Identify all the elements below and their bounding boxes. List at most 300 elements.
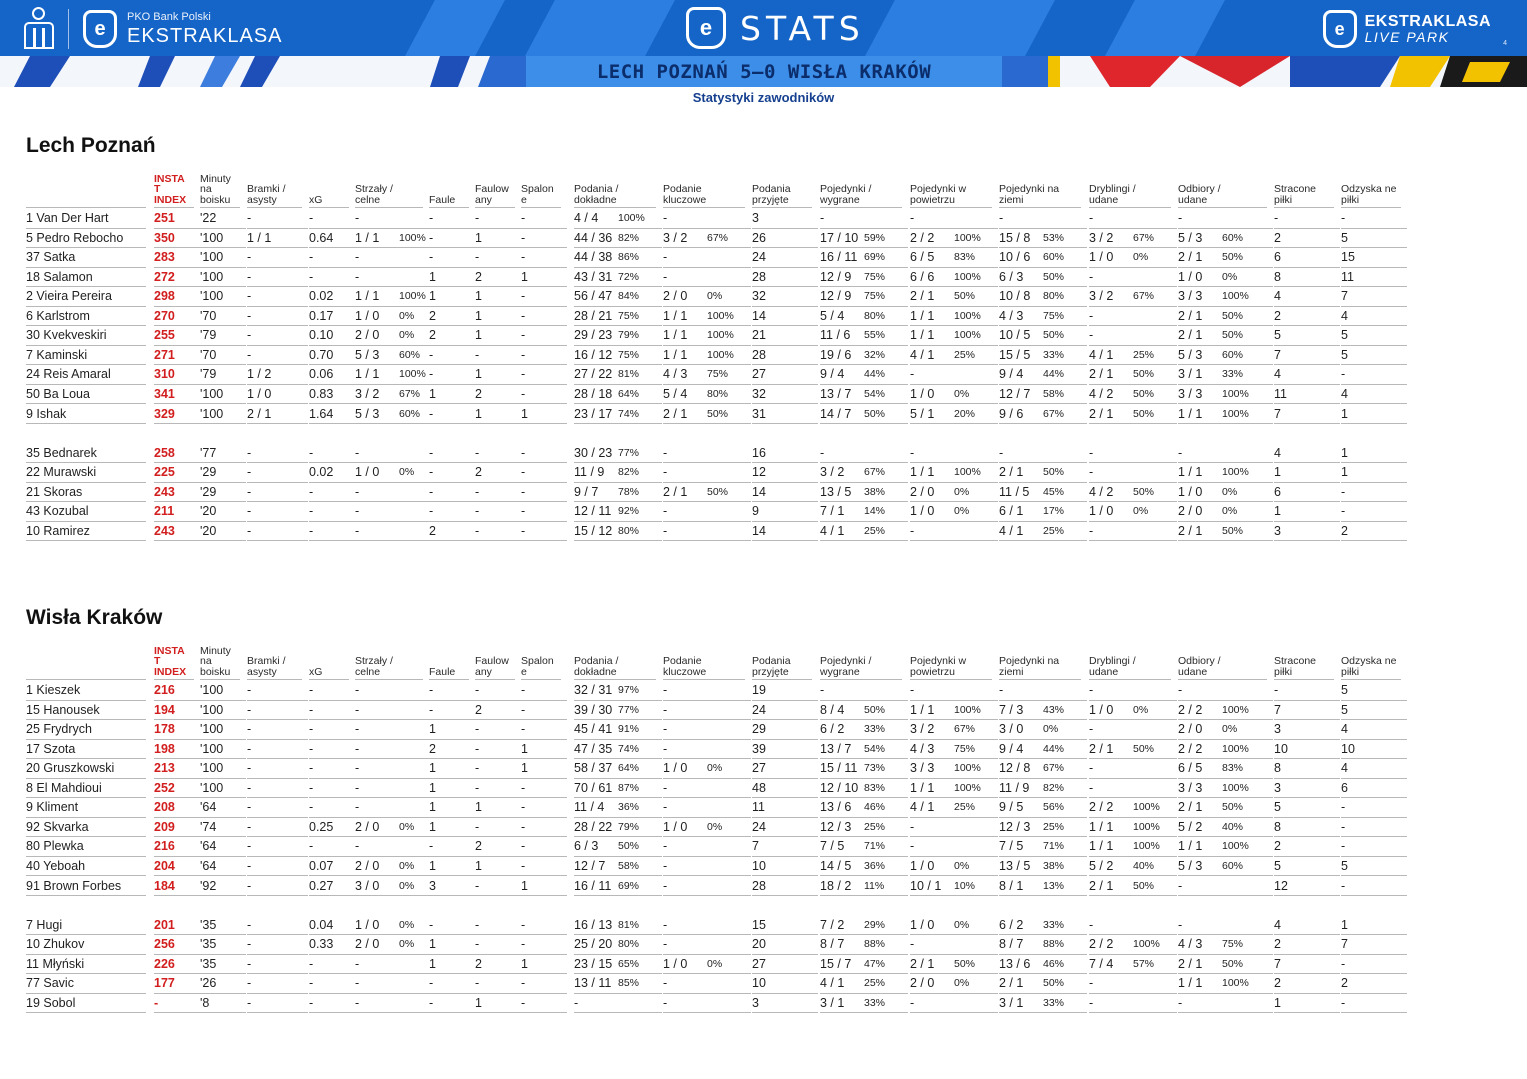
- cell-minutes: '100: [200, 229, 246, 249]
- cell-shots: -: [355, 779, 429, 799]
- cell-goals-assists: -: [247, 779, 308, 799]
- cell-recovered-balls: 2: [1341, 974, 1407, 994]
- cell-key-passes: -: [663, 994, 751, 1014]
- cell-insta-index: 310: [154, 365, 200, 385]
- cell-tackles: 2 / 1 50%: [1178, 522, 1273, 542]
- cell-passes: 27 / 22 81%: [574, 365, 662, 385]
- cell-tackles: -: [1178, 444, 1273, 464]
- cell-xg: 0.02: [309, 287, 355, 307]
- cell-passes-received: 32: [752, 385, 818, 405]
- cell-key-passes: 1 / 0 0%: [663, 759, 751, 779]
- cell-duels: 4 / 1 25%: [820, 974, 908, 994]
- cell-passes-received: 29: [752, 720, 818, 740]
- cell-player-name: 25 Frydrych: [26, 720, 146, 740]
- cell-ground-duels: 11 / 9 82%: [999, 779, 1087, 799]
- cell-tackles: 2 / 1 50%: [1178, 955, 1273, 975]
- cell-passes: 29 / 23 79%: [574, 326, 662, 346]
- cell-goals-assists: -: [247, 935, 308, 955]
- cell-tackles: 1 / 0 0%: [1178, 268, 1273, 288]
- cell-minutes: '35: [200, 955, 246, 975]
- cell-aerial-duels: 10 / 1 10%: [910, 877, 998, 897]
- cell-xg: 0.17: [309, 307, 355, 327]
- cell-lost-balls: 7: [1274, 701, 1340, 721]
- deco-shape: [1180, 56, 1290, 87]
- cell-insta-index: 201: [154, 916, 200, 936]
- cell-fouls: 1: [429, 818, 475, 838]
- cell-insta-index: 216: [154, 837, 200, 857]
- cell-xg: -: [309, 209, 355, 229]
- cell-lost-balls: 5: [1274, 326, 1340, 346]
- cell-offsides: -: [521, 701, 567, 721]
- cell-insta-index: 243: [154, 483, 200, 503]
- cell-tackles: 4 / 3 75%: [1178, 935, 1273, 955]
- live-park-badge-icon: e: [1323, 10, 1357, 48]
- cell-duels: 9 / 4 44%: [820, 365, 908, 385]
- cell-passes-received: 28: [752, 346, 818, 366]
- cell-tackles: 2 / 0 0%: [1178, 502, 1273, 522]
- cell-fouled: -: [475, 444, 521, 464]
- cell-passes: 23 / 15 65%: [574, 955, 662, 975]
- cell-offsides: 1: [521, 955, 567, 975]
- cell-passes: 23 / 17 74%: [574, 405, 662, 425]
- cell-fouled: -: [475, 522, 521, 542]
- cell-tackles: 2 / 2 100%: [1178, 701, 1273, 721]
- cell-duels: -: [820, 209, 908, 229]
- cell-offsides: -: [521, 365, 567, 385]
- cell-insta-index: 177: [154, 974, 200, 994]
- cell-duels: 15 / 11 73%: [820, 759, 908, 779]
- cell-aerial-duels: 1 / 1 100%: [910, 307, 998, 327]
- cell-xg: -: [309, 522, 355, 542]
- cell-xg: 0.07: [309, 857, 355, 877]
- cell-recovered-balls: 7: [1341, 287, 1407, 307]
- cell-fouled: -: [475, 779, 521, 799]
- cell-dribbles: -: [1089, 994, 1177, 1014]
- cell-fouled: 2: [475, 268, 521, 288]
- cell-insta-index: 252: [154, 779, 200, 799]
- cell-fouled: -: [475, 346, 521, 366]
- cell-player-name: 17 Szota: [26, 740, 146, 760]
- column-header-recovered-balls: Odzyska ne piłki: [1341, 656, 1401, 680]
- column-header-fouls: Faule: [429, 195, 469, 209]
- cell-minutes: '35: [200, 916, 246, 936]
- cell-xg: -: [309, 779, 355, 799]
- cell-passes: 56 / 47 84%: [574, 287, 662, 307]
- cell-lost-balls: 8: [1274, 268, 1340, 288]
- column-header-offsides: Spalon e: [521, 656, 561, 680]
- cell-passes: 28 / 21 75%: [574, 307, 662, 327]
- cell-lost-balls: 3: [1274, 779, 1340, 799]
- cell-offsides: -: [521, 248, 567, 268]
- cell-lost-balls: 2: [1274, 837, 1340, 857]
- cell-player-name: 43 Kozubal: [26, 502, 146, 522]
- cell-passes: 39 / 30 77%: [574, 701, 662, 721]
- cell-ground-duels: -: [999, 681, 1087, 701]
- cell-goals-assists: 1 / 1: [247, 229, 308, 249]
- cell-aerial-duels: 6 / 6 100%: [910, 268, 998, 288]
- cell-passes: -: [574, 994, 662, 1014]
- cell-fouled: -: [475, 483, 521, 503]
- cell-dribbles: -: [1089, 522, 1177, 542]
- cell-tackles: 2 / 1 50%: [1178, 307, 1273, 327]
- deco-shape: [1090, 56, 1180, 87]
- cell-ground-duels: 3 / 0 0%: [999, 720, 1087, 740]
- cell-fouled: 1: [475, 307, 521, 327]
- cell-passes: 43 / 31 72%: [574, 268, 662, 288]
- cell-offsides: 1: [521, 268, 567, 288]
- cell-minutes: '100: [200, 248, 246, 268]
- cell-passes: 11 / 9 82%: [574, 463, 662, 483]
- cell-player-name: 9 Kliment: [26, 798, 146, 818]
- cell-fouled: 2: [475, 463, 521, 483]
- cell-duels: 7 / 2 29%: [820, 916, 908, 936]
- cell-insta-index: -: [154, 994, 200, 1014]
- cell-dribbles: -: [1089, 268, 1177, 288]
- cell-xg: -: [309, 994, 355, 1014]
- cell-shots: 1 / 0 0%: [355, 916, 429, 936]
- cell-goals-assists: -: [247, 463, 308, 483]
- cell-insta-index: 194: [154, 701, 200, 721]
- cell-minutes: '100: [200, 701, 246, 721]
- cell-offsides: 1: [521, 740, 567, 760]
- deco-shape: [138, 56, 175, 87]
- cell-insta-index: 329: [154, 405, 200, 425]
- cell-xg: 0.27: [309, 877, 355, 897]
- cell-shots: -: [355, 955, 429, 975]
- column-header-passes-received: Podania przyjęte: [752, 656, 812, 680]
- cell-passes: 44 / 36 82%: [574, 229, 662, 249]
- cell-xg: -: [309, 740, 355, 760]
- cell-recovered-balls: 6: [1341, 779, 1407, 799]
- cell-passes-received: 3: [752, 994, 818, 1014]
- cell-ground-duels: 9 / 6 67%: [999, 405, 1087, 425]
- cell-fouled: -: [475, 681, 521, 701]
- cell-duels: 12 / 3 25%: [820, 818, 908, 838]
- cell-shots: -: [355, 268, 429, 288]
- cell-minutes: '64: [200, 837, 246, 857]
- cell-offsides: -: [521, 837, 567, 857]
- cell-recovered-balls: 1: [1341, 916, 1407, 936]
- cell-passes: 11 / 4 36%: [574, 798, 662, 818]
- cell-recovered-balls: 4: [1341, 759, 1407, 779]
- cell-goals-assists: -: [247, 268, 308, 288]
- cell-duels: 3 / 2 67%: [820, 463, 908, 483]
- cell-insta-index: 226: [154, 955, 200, 975]
- column-header-dribbles: Dryblingi / udane: [1089, 656, 1171, 680]
- deco-shape: [430, 56, 470, 87]
- cell-goals-assists: -: [247, 522, 308, 542]
- cell-passes-received: 39: [752, 740, 818, 760]
- cell-fouls: 1: [429, 720, 475, 740]
- cell-aerial-duels: -: [910, 935, 998, 955]
- cell-xg: 0.02: [309, 463, 355, 483]
- cell-insta-index: 255: [154, 326, 200, 346]
- cell-recovered-balls: 15: [1341, 248, 1407, 268]
- cell-fouls: 1: [429, 779, 475, 799]
- cell-aerial-duels: -: [910, 522, 998, 542]
- cell-goals-assists: 1 / 0: [247, 385, 308, 405]
- cell-shots: 3 / 2 67%: [355, 385, 429, 405]
- cell-key-passes: -: [663, 701, 751, 721]
- cell-insta-index: 341: [154, 385, 200, 405]
- cell-aerial-duels: 1 / 1 100%: [910, 779, 998, 799]
- column-header-key-passes: Podanie kluczowe: [663, 656, 745, 680]
- cell-passes-received: 19: [752, 681, 818, 701]
- cell-dribbles: 3 / 2 67%: [1089, 229, 1177, 249]
- column-header-shots: Strzały / celne: [355, 184, 423, 208]
- cell-passes-received: 48: [752, 779, 818, 799]
- cell-xg: -: [309, 955, 355, 975]
- cell-lost-balls: 3: [1274, 720, 1340, 740]
- cell-passes: 16 / 12 75%: [574, 346, 662, 366]
- cell-goals-assists: -: [247, 974, 308, 994]
- cell-passes-received: 28: [752, 877, 818, 897]
- column-header-offsides: Spalon e: [521, 184, 561, 208]
- column-header-insta-index: INSTA T INDEX: [154, 174, 194, 209]
- cell-aerial-duels: 6 / 5 83%: [910, 248, 998, 268]
- cell-tackles: 2 / 1 50%: [1178, 798, 1273, 818]
- cell-recovered-balls: -: [1341, 365, 1407, 385]
- cell-shots: 1 / 1 100%: [355, 229, 429, 249]
- cell-fouls: 2: [429, 307, 475, 327]
- cell-key-passes: -: [663, 740, 751, 760]
- cell-dribbles: -: [1089, 307, 1177, 327]
- cell-xg: 0.83: [309, 385, 355, 405]
- cell-fouls: -: [429, 229, 475, 249]
- cell-tackles: 5 / 3 60%: [1178, 229, 1273, 249]
- cell-passes: 13 / 11 85%: [574, 974, 662, 994]
- cell-passes-received: 16: [752, 444, 818, 464]
- cell-ground-duels: 13 / 6 46%: [999, 955, 1087, 975]
- cell-aerial-duels: 3 / 2 67%: [910, 720, 998, 740]
- cell-aerial-duels: 2 / 0 0%: [910, 974, 998, 994]
- cell-passes-received: 14: [752, 483, 818, 503]
- cell-goals-assists: -: [247, 837, 308, 857]
- cell-xg: 0.33: [309, 935, 355, 955]
- cell-minutes: '64: [200, 857, 246, 877]
- cell-minutes: '22: [200, 209, 246, 229]
- cell-offsides: -: [521, 720, 567, 740]
- column-header-xg: xG: [309, 195, 349, 209]
- cell-passes: 47 / 35 74%: [574, 740, 662, 760]
- cell-minutes: '20: [200, 502, 246, 522]
- cell-offsides: -: [521, 974, 567, 994]
- cell-shots: -: [355, 720, 429, 740]
- cell-key-passes: -: [663, 935, 751, 955]
- cell-dribbles: 1 / 0 0%: [1089, 502, 1177, 522]
- cell-ground-duels: 10 / 5 50%: [999, 326, 1087, 346]
- cell-key-passes: 2 / 1 50%: [663, 483, 751, 503]
- cell-fouls: 3: [429, 877, 475, 897]
- cell-offsides: 1: [521, 877, 567, 897]
- column-header-minutes: Minuty na boisku: [200, 646, 240, 681]
- cell-goals-assists: -: [247, 818, 308, 838]
- cell-minutes: '35: [200, 935, 246, 955]
- cell-recovered-balls: -: [1341, 955, 1407, 975]
- cell-recovered-balls: -: [1341, 994, 1407, 1014]
- cell-insta-index: 272: [154, 268, 200, 288]
- cell-ground-duels: 7 / 5 71%: [999, 837, 1087, 857]
- logo-divider: [68, 9, 69, 49]
- league-brand: [127, 12, 283, 46]
- cell-shots: -: [355, 483, 429, 503]
- cell-duels: 8 / 4 50%: [820, 701, 908, 721]
- cell-player-name: 11 Młyński: [26, 955, 146, 975]
- cell-recovered-balls: 4: [1341, 720, 1407, 740]
- cell-insta-index: 350: [154, 229, 200, 249]
- cell-ground-duels: 10 / 8 80%: [999, 287, 1087, 307]
- cell-recovered-balls: 11: [1341, 268, 1407, 288]
- cell-player-name: 7 Hugi: [26, 916, 146, 936]
- cell-fouled: -: [475, 877, 521, 897]
- cell-offsides: -: [521, 916, 567, 936]
- column-header-tackles: Odbiory / udane: [1178, 656, 1267, 680]
- cell-recovered-balls: -: [1341, 877, 1407, 897]
- cell-ground-duels: 6 / 2 33%: [999, 916, 1087, 936]
- cell-key-passes: 5 / 4 80%: [663, 385, 751, 405]
- cell-lost-balls: 6: [1274, 483, 1340, 503]
- cell-xg: -: [309, 759, 355, 779]
- cell-fouls: 1: [429, 857, 475, 877]
- cell-dribbles: 3 / 2 67%: [1089, 287, 1177, 307]
- cell-xg: -: [309, 502, 355, 522]
- cell-aerial-duels: 2 / 1 50%: [910, 287, 998, 307]
- cell-lost-balls: 7: [1274, 346, 1340, 366]
- cell-xg: -: [309, 444, 355, 464]
- live-park-logo: [1323, 8, 1491, 50]
- cell-aerial-duels: 1 / 0 0%: [910, 502, 998, 522]
- cell-ground-duels: 7 / 3 43%: [999, 701, 1087, 721]
- cell-passes-received: 24: [752, 818, 818, 838]
- column-header-goals-assists: Bramki / asysty: [247, 184, 302, 208]
- cell-aerial-duels: 4 / 1 25%: [910, 346, 998, 366]
- cell-tackles: 3 / 3 100%: [1178, 385, 1273, 405]
- cell-goals-assists: -: [247, 798, 308, 818]
- cell-lost-balls: 1: [1274, 502, 1340, 522]
- column-header-passes: Podania / dokładne: [574, 184, 656, 208]
- cell-fouled: -: [475, 720, 521, 740]
- cell-recovered-balls: 7: [1341, 935, 1407, 955]
- cell-key-passes: 2 / 1 50%: [663, 405, 751, 425]
- cell-lost-balls: 4: [1274, 365, 1340, 385]
- cell-lost-balls: -: [1274, 681, 1340, 701]
- cell-fouled: 2: [475, 701, 521, 721]
- cell-tackles: 1 / 0 0%: [1178, 483, 1273, 503]
- cell-shots: -: [355, 522, 429, 542]
- cell-duels: 18 / 2 11%: [820, 877, 908, 897]
- cell-insta-index: 270: [154, 307, 200, 327]
- deco-shape: [478, 56, 526, 87]
- column-header-passes: Podania / dokładne: [574, 656, 656, 680]
- cell-lost-balls: 8: [1274, 759, 1340, 779]
- cell-passes-received: 20: [752, 935, 818, 955]
- cell-passes-received: 27: [752, 955, 818, 975]
- cell-fouled: 2: [475, 385, 521, 405]
- cell-insta-index: 251: [154, 209, 200, 229]
- cell-passes: 6 / 3 50%: [574, 837, 662, 857]
- cell-key-passes: 1 / 1 100%: [663, 326, 751, 346]
- cell-fouls: -: [429, 405, 475, 425]
- cell-shots: -: [355, 740, 429, 760]
- cell-fouled: -: [475, 974, 521, 994]
- cell-minutes: '100: [200, 720, 246, 740]
- cell-ground-duels: 10 / 6 60%: [999, 248, 1087, 268]
- cell-lost-balls: 5: [1274, 798, 1340, 818]
- cell-key-passes: -: [663, 209, 751, 229]
- cell-fouls: -: [429, 346, 475, 366]
- cell-fouls: -: [429, 483, 475, 503]
- cell-fouled: 2: [475, 955, 521, 975]
- team-title-home: Lech Poznań: [26, 134, 156, 157]
- cell-xg: 0.06: [309, 365, 355, 385]
- cell-dribbles: 2 / 1 50%: [1089, 365, 1177, 385]
- cell-duels: 16 / 11 69%: [820, 248, 908, 268]
- cell-duels: 4 / 1 25%: [820, 522, 908, 542]
- cell-aerial-duels: 1 / 0 0%: [910, 857, 998, 877]
- cell-recovered-balls: 10: [1341, 740, 1407, 760]
- live-park-line1: EKSTRAKLASA: [1364, 13, 1491, 30]
- cell-player-name: 7 Kaminski: [26, 346, 146, 366]
- cell-duels: 8 / 7 88%: [820, 935, 908, 955]
- cell-insta-index: 198: [154, 740, 200, 760]
- cell-dribbles: 1 / 0 0%: [1089, 248, 1177, 268]
- cell-fouled: -: [475, 759, 521, 779]
- cell-shots: 1 / 1 100%: [355, 365, 429, 385]
- cell-dribbles: -: [1089, 444, 1177, 464]
- cell-fouls: 2: [429, 326, 475, 346]
- cell-lost-balls: 4: [1274, 916, 1340, 936]
- cell-xg: -: [309, 681, 355, 701]
- cell-key-passes: -: [663, 798, 751, 818]
- cell-shots: -: [355, 701, 429, 721]
- cell-ground-duels: 3 / 1 33%: [999, 994, 1087, 1014]
- cell-recovered-balls: 5: [1341, 229, 1407, 249]
- cell-lost-balls: 11: [1274, 385, 1340, 405]
- cell-passes: 58 / 37 64%: [574, 759, 662, 779]
- deco-shape: [200, 56, 240, 87]
- column-header-ground-duels: Pojedynki na ziemi: [999, 656, 1081, 680]
- cell-goals-assists: -: [247, 483, 308, 503]
- cell-passes-received: 21: [752, 326, 818, 346]
- cell-minutes: '8: [200, 994, 246, 1014]
- cell-key-passes: -: [663, 502, 751, 522]
- cell-passes: 4 / 4 100%: [574, 209, 662, 229]
- cell-aerial-duels: -: [910, 837, 998, 857]
- cell-minutes: '26: [200, 974, 246, 994]
- ekstraklasa-logo-icon: e: [83, 10, 117, 48]
- cell-shots: -: [355, 759, 429, 779]
- cell-player-name: 2 Vieira Pereira: [26, 287, 146, 307]
- cell-passes: 12 / 7 58%: [574, 857, 662, 877]
- cell-player-name: 6 Karlstrom: [26, 307, 146, 327]
- cell-key-passes: -: [663, 522, 751, 542]
- cell-duels: 6 / 2 33%: [820, 720, 908, 740]
- cell-fouls: 1: [429, 385, 475, 405]
- cell-shots: -: [355, 209, 429, 229]
- cell-passes-received: 24: [752, 701, 818, 721]
- cell-goals-assists: -: [247, 209, 308, 229]
- cell-dribbles: -: [1089, 326, 1177, 346]
- cell-goals-assists: -: [247, 681, 308, 701]
- cell-lost-balls: 2: [1274, 935, 1340, 955]
- cell-recovered-balls: -: [1341, 818, 1407, 838]
- cell-fouled: 1: [475, 229, 521, 249]
- cell-insta-index: 204: [154, 857, 200, 877]
- cell-lost-balls: 2: [1274, 974, 1340, 994]
- team-title-away: Wisła Kraków: [26, 606, 163, 629]
- cell-aerial-duels: 1 / 0 0%: [910, 385, 998, 405]
- cell-fouled: 1: [475, 326, 521, 346]
